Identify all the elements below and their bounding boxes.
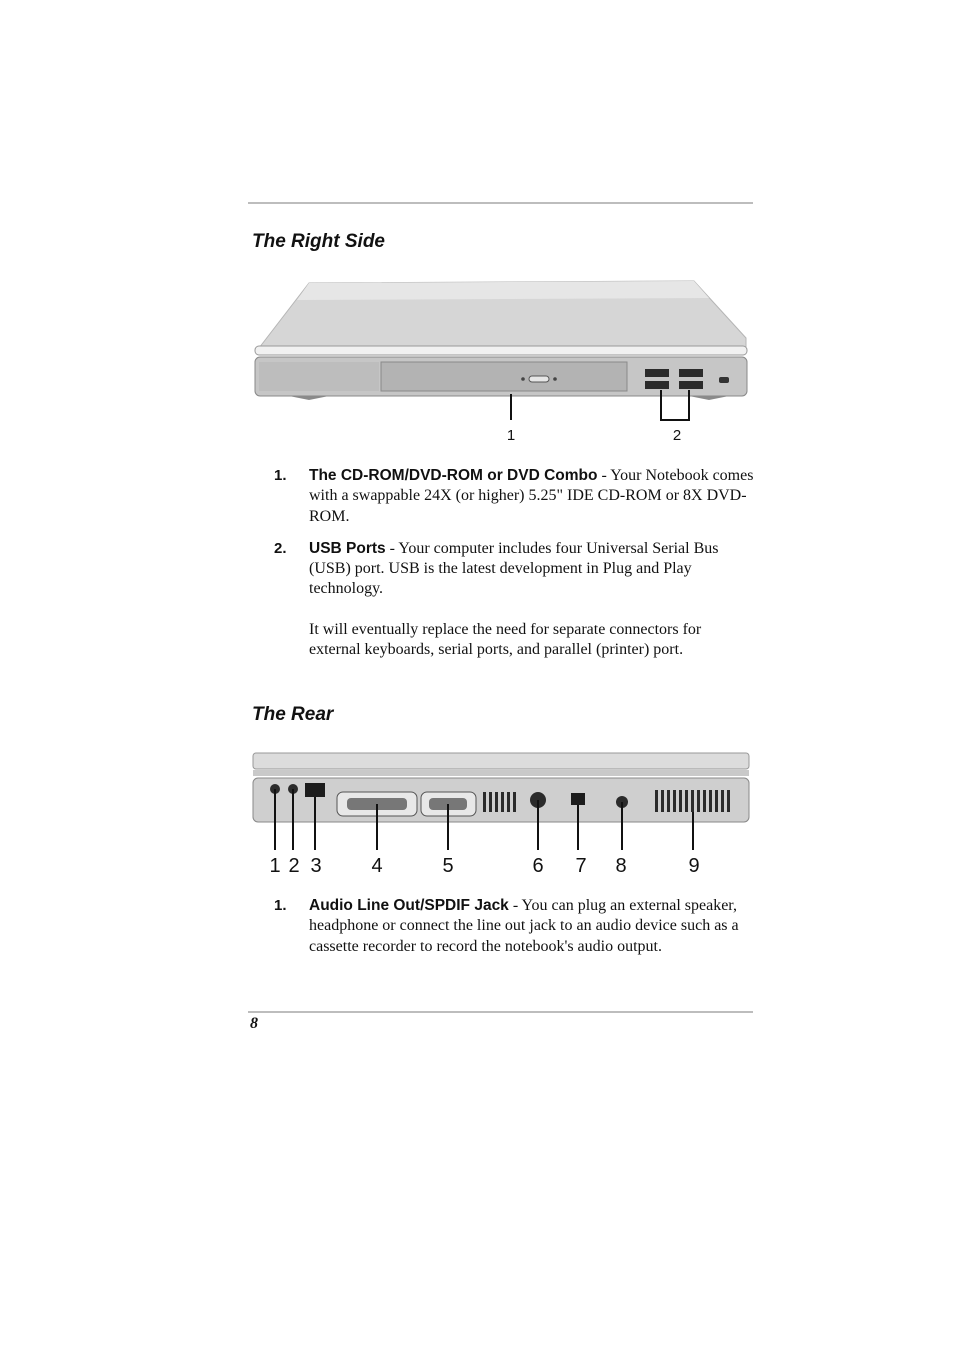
item-description: - You can plug an external speaker, headphone or connect the line out jack to an audio device such as a cassette recorder to record the notebook's audio output. [309,897,739,955]
right-figure-label-1: 1 [506,427,516,444]
rear-figure-label-3: 3 [310,855,322,877]
rear-figure-label-4: 4 [371,855,383,877]
rear-figure-label-7: 7 [575,855,587,877]
right-side-item-list [274,466,754,672]
item-extra-paragraph: It will eventually replace the need for separate connectors for external keyboards, serial ports, and parallel (printer) port. [309,620,702,659]
rear-figure-label-2: 2 [288,855,300,877]
item-number: 2. [274,539,287,557]
section-heading-right-side: The Right Side [252,231,385,252]
top-rule [248,202,753,204]
item-paragraph [309,539,754,600]
item-paragraph [309,466,754,527]
item-paragraph [309,896,754,957]
rear-figure-label-8: 8 [615,855,627,877]
item-term: The CD-ROM/DVD-ROM or DVD Combo [309,467,598,484]
item-description: - Your computer includes four Universal Serial Bus (USB) port. USB is the latest development in Plug and Play technology. [309,539,719,598]
page-number: 8 [250,1015,258,1032]
rear-figure-label-6: 6 [532,855,544,877]
list-item [274,466,754,527]
item-term: USB Ports [309,539,386,557]
item-number: 1. [274,467,287,484]
right-side-notebook-image [249,278,753,444]
list-item [274,539,754,660]
rear-figure-label-9: 9 [688,855,700,877]
right-figure-label-2: 2 [672,427,682,444]
item-term: Audio Line Out/SPDIF Jack [309,897,509,914]
item-description: - Your Notebook comes with a swappable 24X (or higher) 5.25" IDE CD-ROM or 8X DVD-ROM. [309,467,754,525]
list-item [274,896,754,957]
rear-figure-label-5: 5 [442,855,454,877]
section-heading-rear: The Rear [252,704,334,725]
item-number: 1. [274,897,287,914]
rear-notebook-image [249,750,753,878]
bottom-rule [248,1011,753,1013]
rear-item-list [274,896,754,969]
rear-figure-label-1: 1 [269,855,281,877]
